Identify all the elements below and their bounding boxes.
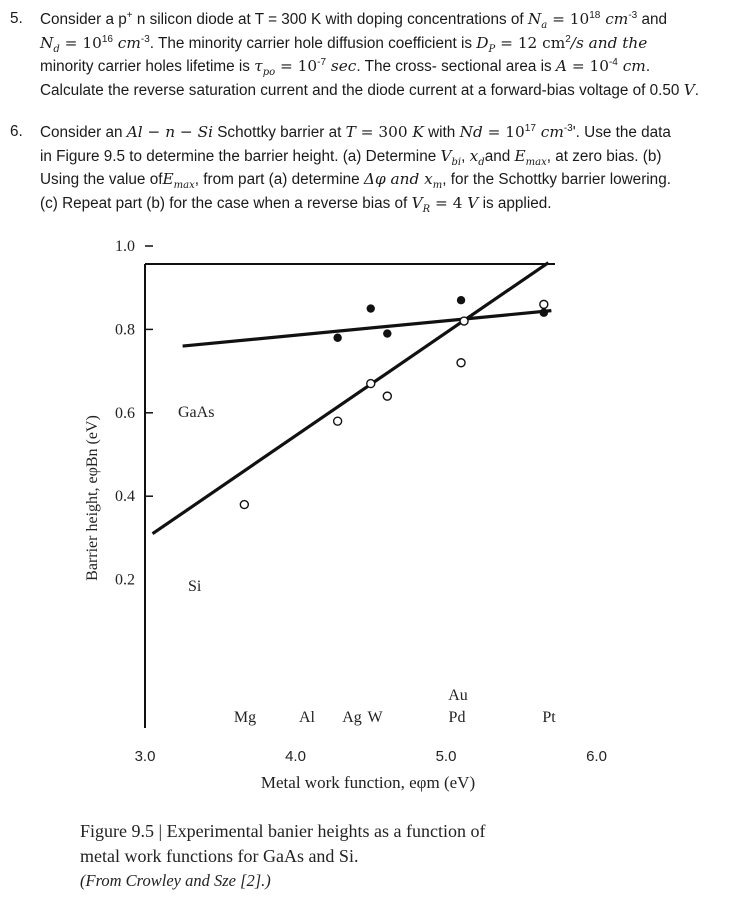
problem-line: Consider an Al − n − Si Schottky barrier at T = 300 K with $Nd = 10^{17}$ $cm^{-3}'$. Use the data	[40, 122, 671, 141]
series-label-gaas: GaAs	[178, 404, 215, 421]
barrier-height-chart	[60, 238, 739, 808]
metal-label: Pd	[448, 709, 466, 726]
data-point-si	[460, 317, 468, 325]
x-axis-label: Metal work function, eφm (eV)	[260, 773, 476, 792]
data-point-gaas	[457, 296, 465, 304]
data-point-gaas	[540, 309, 548, 317]
metal-label: Pt	[542, 709, 556, 726]
x-tick-label: 4.0	[285, 748, 306, 765]
x-tick-label: 5.0	[435, 748, 457, 765]
y-tick-label: 0.4	[115, 488, 135, 506]
data-point-si	[367, 380, 375, 388]
y-axis-label: Barrier height, eφBn (eV)	[84, 415, 101, 581]
problem-line: in Figure 9.5 to determine the barrier height. (a) Determine $V_{bi}$, $x_dand$ $E_{max}$, at zero bias. (b)	[40, 146, 662, 168]
y-tick-label: 0.2	[115, 571, 135, 589]
series-label-si: Si	[188, 578, 202, 595]
problem-5	[10, 8, 732, 102]
figure-caption-credit: (From Crowley and Sze [2].)	[80, 871, 271, 890]
figure-caption-line: Figure 9.5 | Experimental banier heights as a function of	[80, 821, 486, 841]
y-tick-label: 0.6	[115, 404, 135, 422]
metal-label: Ag	[342, 709, 362, 726]
data-point-gaas	[333, 334, 341, 342]
data-point-si	[457, 359, 465, 367]
problem-line: Consider a p+ n silicon diode at T = 300 K with doping concentrations of $N_a = 10^{18}$ $cm^{-3}$ and	[40, 9, 667, 32]
data-point-si	[540, 300, 548, 308]
fit-line-si	[153, 263, 549, 534]
problem-text	[40, 121, 732, 215]
data-point-si	[240, 501, 248, 509]
y-tick-label: 0.8	[115, 321, 135, 339]
metal-label: Mg	[233, 709, 257, 726]
metal-label: Au	[448, 687, 468, 704]
data-point-si	[383, 392, 391, 400]
data-point-si	[334, 417, 342, 425]
x-tick-label: 3.0	[134, 748, 156, 765]
problem-line: minority carrier holes lifetime is $\tau_{po} = 10^{-7}$ sec. The cross- sectional area is $A = 10^{-4}$ cm.	[40, 57, 651, 79]
problem-number: 5.	[10, 10, 23, 27]
data-point-gaas	[367, 304, 375, 312]
problem-line: (c) Repeat part (b) for the case when a reverse bias of $V_R = 4$ V is applied.	[40, 193, 552, 215]
figure-caption-line: metal work functions for GaAs and Si.	[80, 846, 359, 866]
problem-line: Calculate the reverse saturation current and the diode current at a forward-bias voltage of 0.50 V.	[40, 80, 699, 99]
problem-line: $N_d = 10^{16}$ $cm^{-3}$. The minority carrier hole diffusion coefficient is $D_P = 12$ $cm^2/s$ and the	[40, 33, 648, 55]
problem-line: Using the value ofE$_{max}$, from part (a) determine Δφ and $x_m$, for the Schottky barrier lowering.	[40, 170, 671, 192]
metal-label: W	[367, 709, 383, 726]
problem-number: 6.	[10, 123, 23, 140]
fit-line-gaas	[183, 311, 552, 346]
figure-9-5	[60, 238, 739, 808]
x-tick-label: 6.0	[586, 748, 607, 765]
problem-6	[10, 121, 732, 215]
metal-label: Al	[299, 709, 315, 726]
problem-text	[40, 8, 732, 102]
y-tick-label: 1.0	[115, 238, 135, 255]
data-point-gaas	[383, 329, 391, 337]
